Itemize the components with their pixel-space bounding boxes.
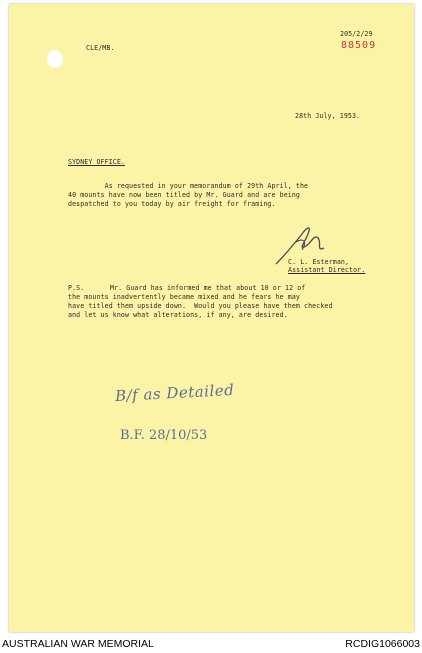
- typist-initials: CLE/MB.: [86, 44, 115, 52]
- registry-stamp-number: 88509: [341, 40, 377, 51]
- footer-record-id: RCDIG1066003: [345, 638, 420, 650]
- postscript-line: have titled them upside down. Would you please have them checked: [68, 302, 333, 310]
- file-reference: 205/2/29: [340, 30, 373, 38]
- body-line: 40 mounts have now been titled by Mr. Guard and are being: [68, 191, 300, 199]
- postscript-line: Mr. Guard has informed me that about 10 or 12 of: [110, 284, 306, 292]
- postscript-label: P.S.: [68, 284, 85, 292]
- signatory-name: C. L. Esterman,: [288, 258, 350, 266]
- handwritten-bring-forward-date: B.F. 28/10/53: [120, 428, 208, 443]
- punch-hole: [47, 50, 63, 68]
- body-line: despatched to you today by air freight for framing.: [68, 200, 276, 208]
- footer-institution: AUSTRALIAN WAR MEMORIAL: [2, 638, 154, 650]
- signatory-title: Assistant Director.: [288, 266, 366, 274]
- letter-date: 28th July, 1953.: [295, 112, 361, 120]
- handwritten-note: B/f as Detailed: [114, 380, 235, 406]
- postscript-line: the mounts inadvertently became mixed and he fears he may: [68, 293, 300, 301]
- body-line: As requested in your memorandum of 29th April, the: [68, 182, 309, 190]
- addressee: SYDNEY OFFICE.: [68, 158, 125, 166]
- postscript-line: and let us know what alterations, if any, are desired.: [68, 311, 288, 319]
